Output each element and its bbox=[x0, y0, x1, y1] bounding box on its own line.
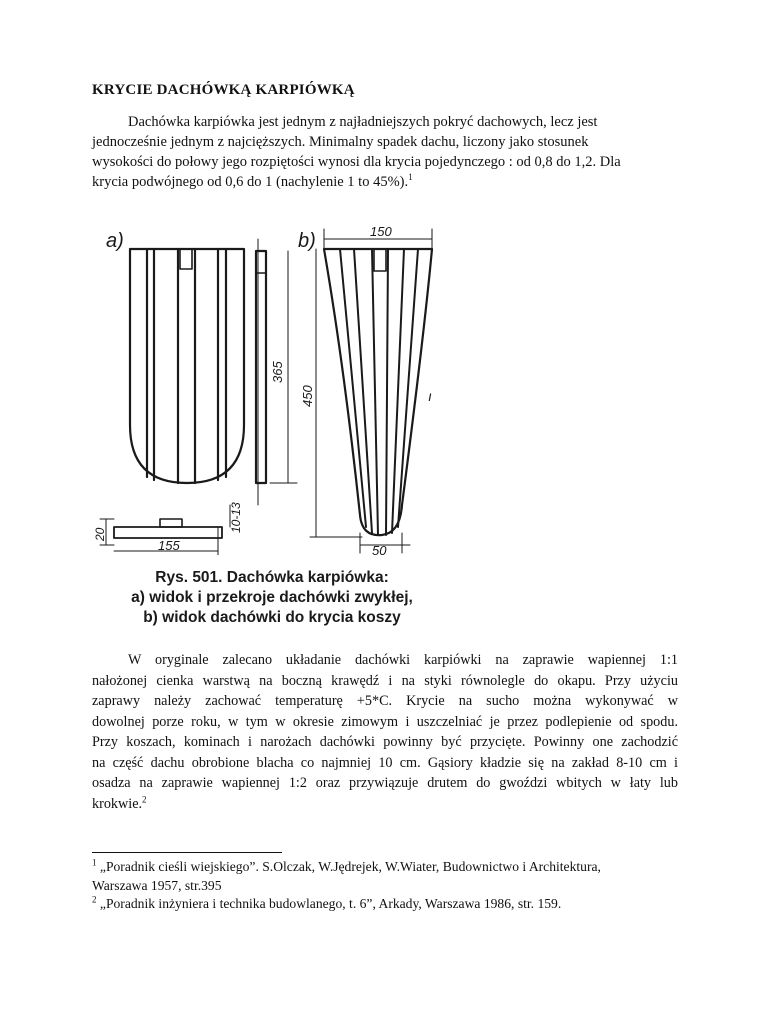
tile-b-groove bbox=[398, 249, 418, 527]
dim-365: 365 bbox=[270, 361, 285, 383]
dim-150: 150 bbox=[370, 224, 392, 239]
paragraph-line-text: krokwie. bbox=[92, 795, 143, 812]
paragraph-line: Dachówka karpiówka jest jednym z najładniejszych pokryć dachowych, lecz jest bbox=[128, 114, 598, 130]
paragraph-line: dowolnej porze roku, w tym w okresie zimowym i uszczelniać je przez podlepienie od spodu. bbox=[92, 713, 678, 730]
paragraph-line bbox=[92, 172, 662, 192]
footnote-number: 2 bbox=[92, 894, 97, 905]
intro-paragraph bbox=[92, 112, 662, 192]
label-a: a) bbox=[106, 230, 124, 252]
paragraph-line: Przy koszach, kominach i narożach dachówki powinny być przycięte. Powinny one zachodzić bbox=[92, 734, 678, 750]
caption-line: b) widok dachówki do krycia koszy bbox=[143, 609, 401, 626]
paragraph-line: W oryginale zalecano układanie dachówki karpiówki na zaprawie wapiennej 1:1 bbox=[128, 652, 678, 668]
paragraph-line: wysokości do połowy jego rozpiętości wynosi dla krycia pojedynczego : od 0,8 do 1,2. Dla bbox=[92, 154, 621, 170]
dim-155: 155 bbox=[158, 538, 180, 553]
paragraph-line: nałożonej cienka warstwą na boczną krawędź i na styki równolegle do okapu. Przy użyciu bbox=[92, 672, 678, 689]
dim-10-13: 10-13 bbox=[229, 502, 243, 533]
tile-b-groove bbox=[386, 249, 388, 535]
footnote-ref-1: 1 bbox=[408, 172, 413, 183]
dim-450: 450 bbox=[300, 385, 315, 407]
label-b: b) bbox=[298, 230, 316, 252]
paragraph-line: na część dachu obrobione blacha co najmniej 10 cm. Gąsiory kładzie się na zakład 8-10 cm i bbox=[92, 754, 678, 771]
paragraph-line bbox=[92, 794, 678, 815]
footnote-ref-2: 2 bbox=[142, 793, 147, 804]
paragraph-line: jednocześnie jednym z najcięższych. Minimalny spadek dachu, liczony jako stosunek bbox=[92, 134, 589, 150]
tile-b-groove bbox=[372, 249, 378, 535]
paragraph-line-text: krycia podwójnego od 0,6 do 1 (nachylenie 1 to 45%). bbox=[92, 174, 409, 190]
tile-a-cross-section bbox=[114, 527, 222, 538]
paragraph-line: zaprawy należy zachować temperaturę +5*C. Krycie na sucho można wykonywać w bbox=[92, 693, 678, 709]
footnote-1 bbox=[92, 858, 682, 877]
figure-caption bbox=[92, 568, 452, 628]
roof-tile-drawing bbox=[92, 215, 452, 555]
paragraph-line: osadza na zaprawie wapiennej 1:2 oraz przywiązuje drutem do gwoździ wbitych w łaty lub bbox=[92, 775, 678, 791]
section-title: KRYCIE DACHÓWKĄ KARPIÓWKĄ bbox=[92, 82, 355, 98]
footnote-2 bbox=[92, 895, 682, 914]
tile-b-nib bbox=[374, 249, 386, 271]
footnote-number: 1 bbox=[92, 857, 97, 868]
footnote-1-continued: Warszawa 1957, str.395 bbox=[92, 877, 222, 893]
stray-mark: ı bbox=[428, 388, 432, 404]
caption-line: a) widok i przekroje dachówki zwykłej, bbox=[131, 589, 413, 606]
tile-a-nib bbox=[180, 249, 192, 269]
body-paragraph bbox=[92, 650, 678, 814]
footnote-text: „Poradnik inżyniera i technika budowlanego, t. 6”, Arkady, Warszawa 1986, str. 159. bbox=[99, 896, 562, 911]
dim-50: 50 bbox=[372, 543, 387, 555]
dim-20: 20 bbox=[93, 527, 107, 541]
tile-b-groove bbox=[392, 249, 404, 533]
footnotes bbox=[92, 858, 682, 914]
caption-line: Rys. 501. Dachówka karpiówka: bbox=[155, 569, 389, 586]
footnote-separator bbox=[92, 852, 282, 853]
footnote-text: „Poradnik cieśli wiejskiego”. S.Olczak, W.Jędrejek, W.Wiater, Budownictwo i Architektura, bbox=[99, 859, 601, 874]
